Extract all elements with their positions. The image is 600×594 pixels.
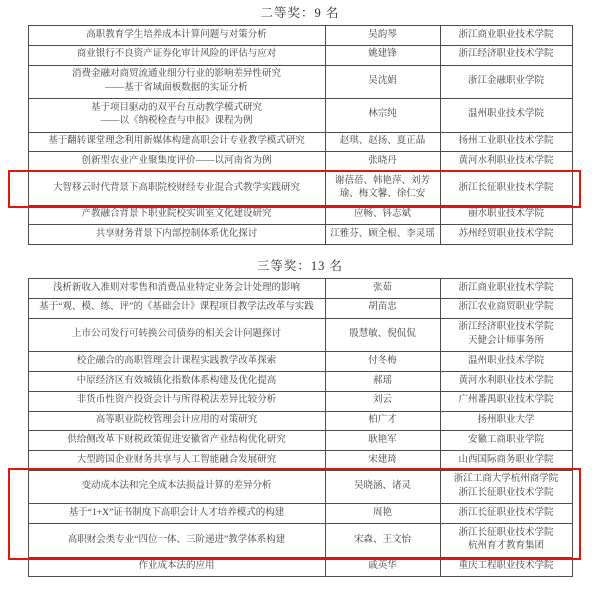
authors-cell: 刘云 [325,391,440,411]
paper-title-cell: 高等职业院校管理会计应用的对策研究 [28,411,325,431]
institution-cell: 扬州职业大学 [440,411,572,431]
table-row [28,524,572,558]
authors-cell: 谢蓓蓓、韩艳萍、刘芳瑜、梅文馨、徐仁安 [325,172,440,206]
paper-title-cell: 高职教育学生培养成本计算问题与对策分析 [28,26,325,46]
table-row [28,391,572,411]
table-row [28,172,572,206]
institution-cell: 温州职业技术学院 [440,352,572,372]
institution-cell: 浙江长征职业技术学院 杭州育才教育集团 [440,524,572,558]
institution-cell: 扬州工业职业技术学院 [440,132,572,152]
table-row [28,225,572,245]
authors-cell: 林宗纯 [325,99,440,133]
table-row [28,372,572,392]
section-title-third-prize: 三等奖：13 名 [256,259,344,274]
institution-cell: 苏州经贸职业技术学院 [440,225,572,245]
table-row [28,411,572,431]
authors-cell: 吴沈娟 [325,65,440,99]
table-row [28,504,572,524]
authors-cell: 姚建锋 [325,45,440,65]
authors-cell: 戚英华 [325,557,440,577]
institution-cell: 安徽工商职业学院 [440,431,572,451]
paper-title-cell: 浅析新收入准则对零售和消费品业特定业务会计处理的影响 [28,279,325,299]
paper-title-cell: 中原经济区有效城镇化指数体系构建及优化提高 [28,372,325,392]
institution-cell: 黄河水利职业技术学院 [440,372,572,392]
institution-cell: 重庆工程职业技术学院 [440,557,572,577]
paper-title-cell: 大型跨国企业财务共享与人工智能融合发展研究 [28,451,325,471]
authors-cell: 赵琪、赵扬、夏正晶 [325,132,440,152]
authors-cell: 吴晓涵、诸灵 [325,470,440,504]
authors-cell: 张晓丹 [325,152,440,172]
authors-cell: 耿艳军 [325,431,440,451]
institution-cell: 浙江经济职业技术学院 [440,45,572,65]
institution-cell: 浙江商业职业技术学院 [440,26,572,46]
authors-cell: 付冬梅 [325,352,440,372]
institution-cell: 温州职业技术学院 [440,99,572,133]
paper-title-cell: 基于翻转课堂理念利用新媒体构建高职会计专业教学模式研究 [28,132,325,152]
paper-title-cell: 商业银行不良资产证券化审计风险的评估与应对 [28,45,325,65]
table-row [28,557,572,577]
table-row [28,99,572,133]
paper-title-cell: 共享财务背景下内部控制体系优化探讨 [28,225,325,245]
authors-cell: 柏广才 [325,411,440,431]
institution-cell: 浙江农业商贸职业学院 [440,298,572,318]
table-row [28,318,572,352]
table-row [28,152,572,172]
table-row [28,470,572,504]
authors-cell: 殷慧敏、倪侃侃 [325,318,440,352]
paper-title-cell: 高职财会类专业“四位一体、三阶递进”教学体系构建 [28,524,325,558]
paper-title-cell: 消费金融对商贸流通业细分行业的影响差异性研究 ——基于省域面板数据的实证分析 [28,65,325,99]
paper-title-cell: 基于“1+X”证书制度下高职会计人才培养模式的构建 [28,504,325,524]
table-row [28,298,572,318]
table-row [28,431,572,451]
authors-cell: 宋建琦 [325,451,440,471]
institution-cell: 浙江金融职业学院 [440,65,572,99]
institution-cell: 浙江工商大学杭州商学院 浙江长征职业技术学院 [440,470,572,504]
paper-title-cell: 产教融合背景下职业院校实训室文化建设研究 [28,205,325,225]
authors-cell: 应畅、钭志斌 [325,205,440,225]
table-row [28,45,572,65]
paper-title-cell: 非货币性资产投资会计与所得税法差异比较分析 [28,391,325,411]
table-row [28,65,572,99]
authors-cell: 宋森、王文怡 [325,524,440,558]
paper-title-cell: 创新型农业产业聚集度评价——以河南省为例 [28,152,325,172]
table-row [28,279,572,299]
institution-cell: 浙江长征职业技术学院 [440,172,572,206]
third-prize-table [28,278,573,577]
authors-cell: 张茹 [325,279,440,299]
paper-title-cell: 基于项目驱动的双平台互动教学模式研究 ——以《纳税检查与申报》课程为例 [28,99,325,133]
table-row [28,205,572,225]
authors-cell: 吴韵琴 [325,26,440,46]
paper-title-cell: 供给侧改革下财税政策促进安徽省产业结构优化研究 [28,431,325,451]
paper-title-cell: 大智移云时代背景下高职院校财经专业混合式教学实践研究 [28,172,325,206]
section-title-second-prize: 二等奖：9 名 [260,6,340,20]
institution-cell: 浙江长征职业技术学院 [440,504,572,524]
institution-cell: 黄河水利职业技术学院 [440,152,572,172]
paper-title-cell: 作业成本法的应用 [28,557,325,577]
institution-cell: 浙江商业职业技术学院 [440,279,572,299]
authors-cell: 江雅芬、顾全根、李灵瑶 [325,225,440,245]
paper-title-cell: 校企融合的高职管理会计课程实践教学改革探索 [28,352,325,372]
table-row [28,352,572,372]
paper-title-cell: 上市公司发行可转换公司债券的相关会计问题探讨 [28,318,325,352]
institution-cell: 山西国际商务职业学院 [440,451,572,471]
second-prize-table [28,25,573,245]
table-row [28,132,572,152]
paper-title-cell: 基于“观、模、练、评”的《基础会计》课程项目教学法改革与实践 [28,298,325,318]
authors-cell: 周艳 [325,504,440,524]
table-row [28,451,572,471]
authors-cell: 胡苗忠 [325,298,440,318]
authors-cell: 郝瑶 [325,372,440,392]
table-row [28,26,572,46]
institution-cell: 广州番禺职业技术学院 [440,391,572,411]
institution-cell: 丽水职业技术学院 [440,205,572,225]
institution-cell: 浙江经济职业技术学院 天健会计师事务所 [440,318,572,352]
paper-title-cell: 变动成本法和完全成本法损益计算的差异分析 [28,470,325,504]
